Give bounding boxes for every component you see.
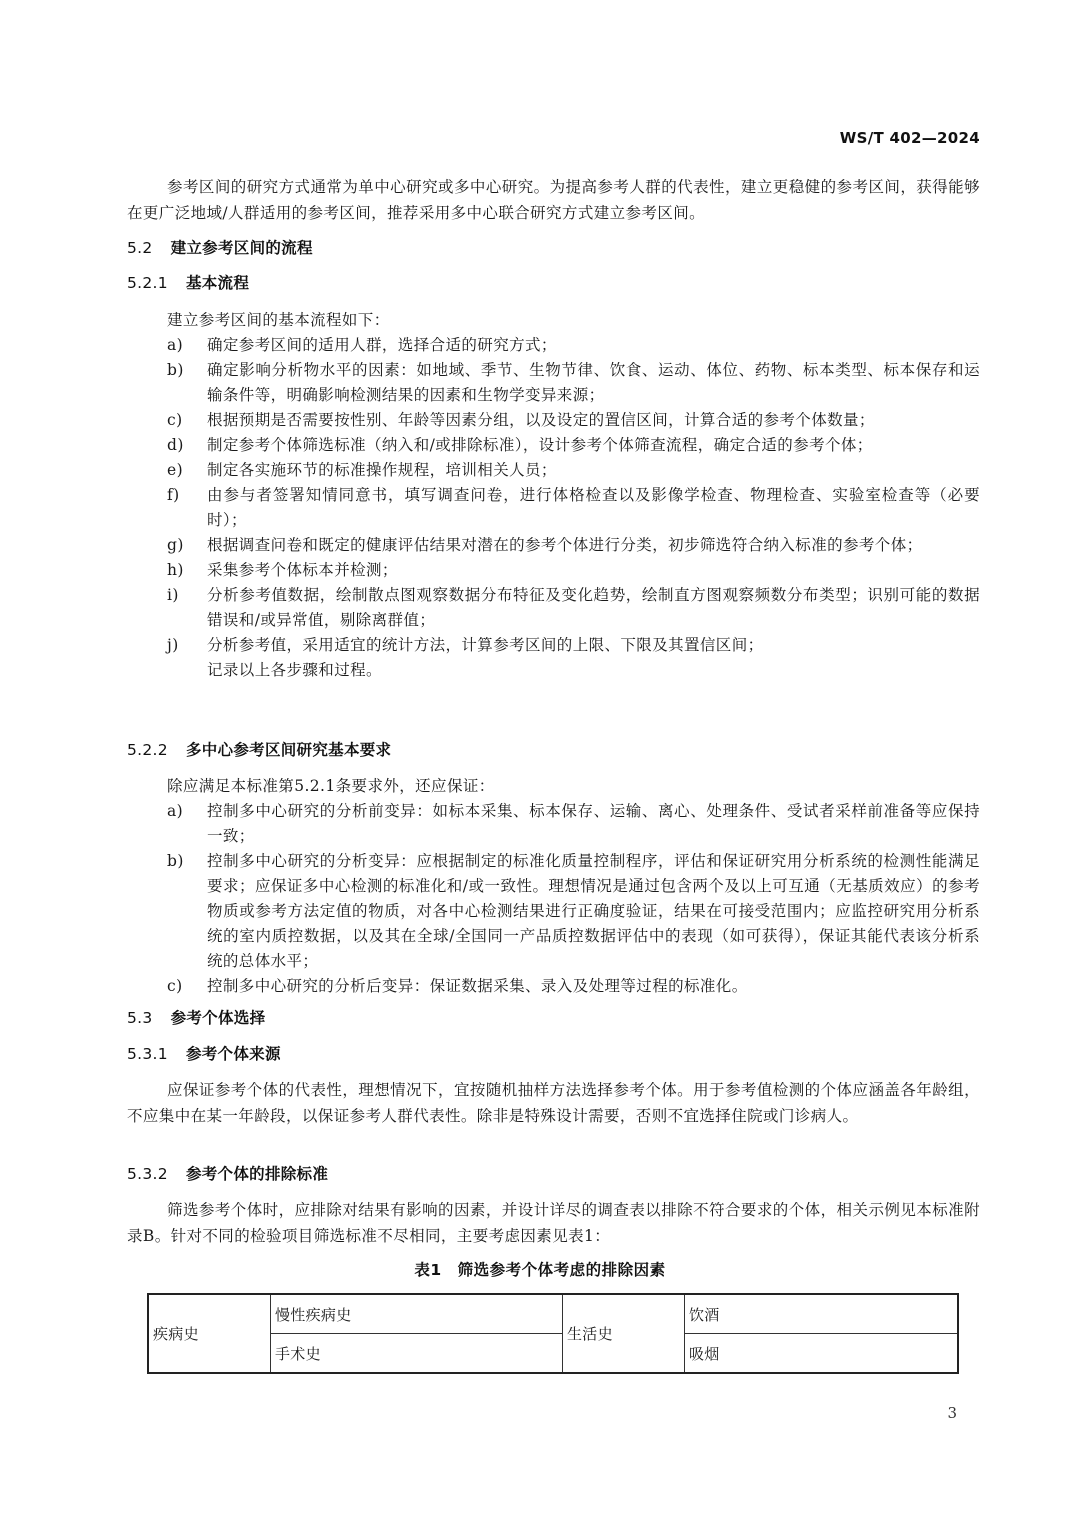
section-number: 5.2.2 [127, 741, 168, 759]
procedure-tail: 记录以上各步骤和过程。 [207, 661, 382, 679]
section-title: 建立参考区间的流程 [170, 239, 313, 257]
list-marker: b) [167, 361, 184, 379]
list-text: 分析参考值数据，绘制散点图观察数据分布特征及变化趋势，绘制直方图观察频数分布类型；识别可能的数据错误和/或异常值，剔除离群值； [207, 586, 980, 629]
list-text: 制定参考个体筛选标准（纳入和/或排除标准），设计参考个体筛查流程，确定合适的参考个体； [207, 436, 873, 454]
list-text: 控制多中心研究的分析前变异：如标本采集、标本保存、运输、离心、处理条件、受试者采样前准备等应保持一致； [207, 802, 980, 845]
list-text: 控制多中心研究的分析后变异：保证数据采集、录入及处理等过程的标准化。 [207, 977, 748, 995]
intro-paragraph: 参考区间的研究方式通常为单中心研究或多中心研究。为提高参考人群的代表性，建立更稳健的参考区间，获得能够在更广泛地域/人群适用的参考区间，推荐采用多中心联合研究方式建立参考区间。 [127, 178, 980, 222]
list-marker: h) [167, 561, 184, 579]
source-paragraph: 应保证参考个体的代表性，理想情况下，宜按随机抽样方法选择参考个体。用于参考值检测的个体应涵盖各年龄组，不应集中在某一年龄段，以保证参考人群代表性。除非是特殊设计需要，否则不宜选择住院或门诊病人。 [127, 1081, 980, 1125]
list-item [167, 849, 980, 974]
list-item [167, 458, 980, 483]
section-heading-5-3-1 [127, 1041, 281, 1067]
list-marker: b) [167, 852, 184, 870]
list-item [167, 483, 980, 533]
table-category-cell: 生活史 [563, 1294, 685, 1373]
list-item [167, 358, 980, 408]
list-marker: g) [167, 536, 184, 554]
list-text: 确定参考区间的适用人群，选择合适的研究方式； [207, 336, 557, 354]
section-number: 5.3.2 [127, 1165, 168, 1183]
list-item [167, 408, 980, 433]
standard-code: WS/T 402—2024 [839, 129, 980, 147]
section-heading-5-2 [127, 235, 313, 261]
list-marker: c) [167, 411, 183, 429]
table-row [148, 1294, 958, 1334]
list-text: 分析参考值，采用适宜的统计方法，计算参考区间的上限、下限及其置信区间； [207, 636, 764, 654]
table-item-cell: 慢性疾病史 [271, 1294, 563, 1334]
section-title: 基本流程 [185, 274, 250, 292]
procedure-list [167, 333, 980, 683]
list-text: 确定影响分析物水平的因素：如地域、季节、生物节律、饮食、运动、体位、药物、标本类型、标本保存和运输条件等，明确影响检测结果的因素和生物学变异来源； [207, 361, 980, 404]
list-marker: c) [167, 977, 183, 995]
list-item [167, 799, 980, 849]
procedure-intro: 建立参考区间的基本流程如下： [167, 311, 390, 329]
section-heading-5-2-2 [127, 737, 391, 763]
list-item [167, 583, 980, 633]
table-category-cell: 疾病史 [148, 1294, 271, 1373]
list-text: 采集参考个体标本并检测； [207, 561, 398, 579]
multicenter-intro: 除应满足本标准第5.2.1条要求外，还应保证： [167, 777, 495, 795]
list-item [167, 533, 980, 558]
section-title: 多中心参考区间研究基本要求 [185, 741, 392, 759]
section-title: 参考个体来源 [185, 1045, 281, 1063]
list-marker: i) [167, 586, 179, 604]
section-title: 参考个体的排除标准 [185, 1165, 329, 1183]
list-item [167, 433, 980, 458]
list-item [167, 974, 980, 999]
list-text: 根据预期是否需要按性别、年龄等因素分组，以及设定的置信区间，计算合适的参考个体数量； [207, 411, 875, 429]
section-number: 5.2.1 [127, 274, 168, 292]
list-marker: a) [167, 802, 184, 820]
table-item-cell: 饮酒 [685, 1294, 959, 1334]
list-text: 控制多中心研究的分析变异：应根据制定的标准化质量控制程序，评估和保证研究用分析系统的检测性能满足要求；应保证多中心检测的标准化和/或一致性。理想情况是通过包含两个及以上可互通（无基质效应）的参考物质或参考方法定值的物质，对各中心检测结果进行正确度验证，结果在可接受范围内；应监控研究用分析系统的室内质控数据，以及其在全球/全国同一产品质控数据评估中的表现（如可获得），保证其能代表该分析系统的总体水平； [207, 852, 980, 970]
list-marker: a) [167, 336, 184, 354]
list-text: 由参与者签署知情同意书，填写调查问卷，进行体格检查以及影像学检查、物理检查、实验室检查等（必要时）； [207, 486, 980, 529]
list-text: 根据调查问卷和既定的健康评估结果对潜在的参考个体进行分类，初步筛选符合纳入标准的参考个体； [207, 536, 923, 554]
table-title: 表1 筛选参考个体考虑的排除因素 [414, 1261, 666, 1279]
section-heading-5-3-2 [127, 1161, 328, 1187]
section-heading-5-2-1 [127, 270, 249, 296]
table-item-cell: 吸烟 [685, 1334, 959, 1374]
section-number: 5.3 [127, 1009, 153, 1027]
list-text: 制定各实施环节的标准操作规程，培训相关人员； [207, 461, 557, 479]
list-item [167, 633, 980, 658]
list-marker: e) [167, 461, 184, 479]
table-item-cell: 手术史 [271, 1334, 563, 1374]
list-marker: f) [167, 486, 180, 504]
section-heading-5-3 [127, 1005, 265, 1031]
section-number: 5.3.1 [127, 1045, 168, 1063]
section-number: 5.2 [127, 239, 153, 257]
list-marker: d) [167, 436, 184, 454]
exclusion-paragraph: 筛选参考个体时，应排除对结果有影响的因素，并设计详尽的调查表以排除不符合要求的个体，相关示例见本标准附录B。针对不同的检验项目筛选标准不尽相同，主要考虑因素见表1： [127, 1201, 980, 1245]
exclusion-table [147, 1293, 959, 1374]
section-title: 参考个体选择 [170, 1009, 266, 1027]
list-marker: j) [167, 636, 179, 654]
multicenter-list [167, 799, 980, 999]
list-item [167, 558, 980, 583]
list-item [167, 333, 980, 358]
page-number: 3 [947, 1404, 957, 1422]
